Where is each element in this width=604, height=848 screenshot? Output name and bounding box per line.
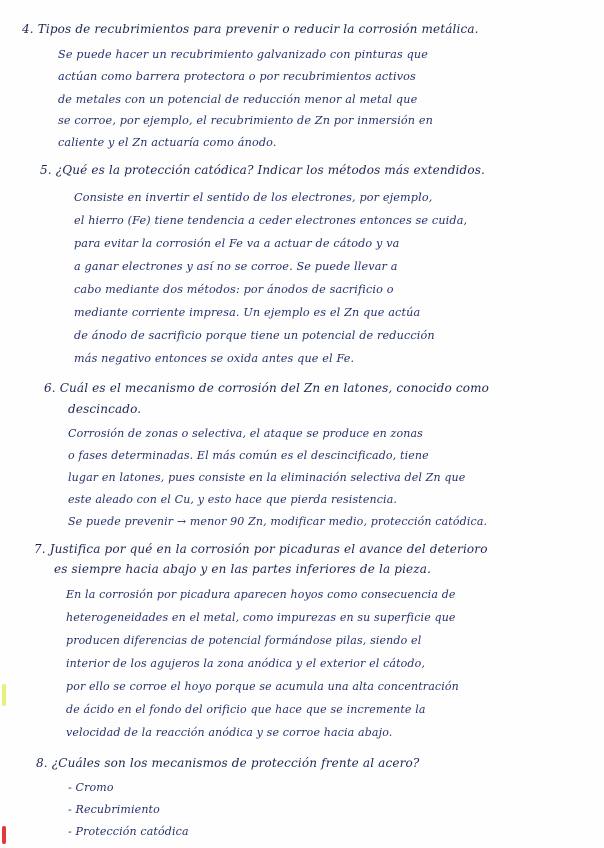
answer-4-line-2: actúan como barrera protectora o por recubrimientos activos — [58, 70, 416, 83]
answer-6-line-4: este aleado con el Cu, y esto hace que pierda resistencia. — [68, 493, 398, 506]
answer-7-line-5: por ello se corroe el hoyo porque se acumula una alta concentración — [66, 680, 459, 693]
answer-7-line-6: de ácido en el fondo del orificio que hace que se incremente la — [66, 703, 426, 716]
answer-4-line-1: Se puede hacer un recubrimiento galvanizado con pinturas que — [58, 48, 429, 61]
question-6-title-line-1: 6. Cuál es el mecanismo de corrosión del Zn en latones, conocido como — [44, 381, 490, 395]
highlighter-margin-mark — [2, 684, 6, 706]
answer-6-line-3: lugar en latones, pues consiste en la eliminación selectiva del Zn que — [68, 471, 466, 484]
answer-4-line-4: se corroe, por ejemplo, el recubrimiento de Zn por inmersión en — [58, 114, 433, 127]
red-margin-mark — [2, 826, 6, 844]
answer-5-line-1: Consiste en invertir el sentido de los electrones, por ejemplo, — [74, 191, 433, 204]
answer-4-line-3: de metales con un potencial de reducción menor al metal que — [58, 93, 418, 106]
answer-5-line-3: para evitar la corrosión el Fe va a actuar de cátodo y va — [74, 237, 400, 250]
question-4-title: 4. Tipos de recubrimientos para prevenir o reducir la corrosión metálica. — [22, 22, 479, 36]
answer-8-item-3: - Protección catódica — [68, 825, 189, 838]
answer-5-line-5: cabo mediante dos métodos: por ánodos de sacrificio o — [74, 283, 394, 296]
answer-7-line-3: producen diferencias de potencial formándose pilas, siendo el — [66, 634, 422, 647]
answer-5-line-7: de ánodo de sacrificio porque tiene un potencial de reducción — [74, 329, 435, 342]
answer-6-line-1: Corrosión de zonas o selectiva, el ataque se produce en zonas — [68, 427, 423, 440]
answer-7-line-2: heterogeneidades en el metal, como impurezas en su superficie que — [66, 611, 456, 624]
answer-5-line-4: a ganar electrones y así no se corroe. Se puede llevar a — [74, 260, 398, 273]
answer-7-line-4: interior de los agujeros la zona anódica y el exterior el cátodo, — [66, 657, 426, 670]
question-7-title-line-1: 7. Justifica por qué en la corrosión por picaduras el avance del deterioro — [34, 542, 488, 556]
question-5-title: 5. ¿Qué es la protección catódica? Indicar los métodos más extendidos. — [40, 163, 486, 177]
answer-5-line-6: mediante corriente impresa. Un ejemplo es el Zn que actúa — [74, 306, 421, 319]
question-6-title-line-2: descincado. — [68, 402, 142, 416]
answer-8-item-1: - Cromo — [68, 781, 114, 794]
answer-6-line-2: o fases determinadas. El más común es el descincificado, tiene — [68, 449, 429, 462]
answer-4-line-5: caliente y el Zn actuaría como ánodo. — [58, 136, 277, 149]
answer-8-item-2: - Recubrimiento — [68, 803, 160, 816]
answer-6-line-5: Se puede prevenir → menor 90 Zn, modificar medio, protección catódica. — [68, 515, 488, 528]
answer-5-line-2: el hierro (Fe) tiene tendencia a ceder electrones entonces se cuida, — [74, 214, 468, 227]
answer-7-line-1: En la corrosión por picadura aparecen hoyos como consecuencia de — [66, 588, 456, 601]
answer-7-line-7: velocidad de la reacción anódica y se corroe hacia abajo. — [66, 726, 393, 739]
question-8-title: 8. ¿Cuáles son los mecanismos de protección frente al acero? — [36, 756, 420, 770]
answer-5-line-8: más negativo entonces se oxida antes que el Fe. — [74, 352, 355, 365]
question-7-title-line-2: es siempre hacia abajo y en las partes inferiores de la pieza. — [54, 562, 432, 576]
